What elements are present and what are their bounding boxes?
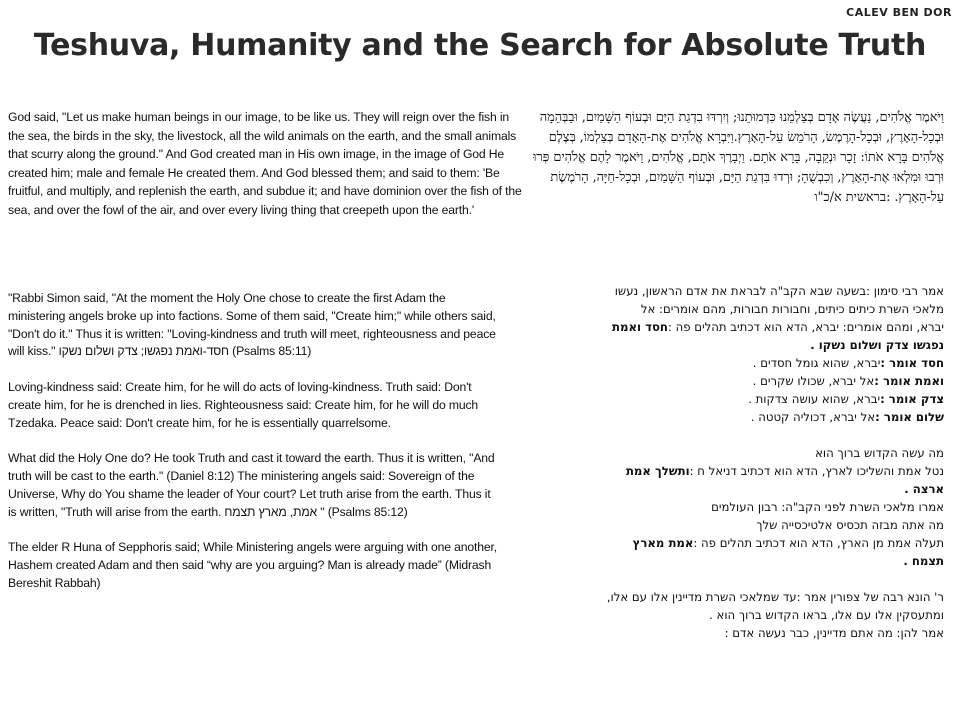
hebrew-midrash-line bbox=[514, 588, 944, 606]
english-midrash-paragraph-2: Loving-kindness said: Create him, for he will do acts of loving-kindness. Truth said: Don't create him, for he is drenched in lies. Righteousness said: Create him, for he will do much Tzedaka. Peace said: Don't create him, for he is essentially quarrelsome. bbox=[8, 379, 479, 430]
hebrew-midrash-line bbox=[514, 462, 944, 480]
english-verse: God said, "Let us make human beings in our image, to be like us. They will reign over the fish in the sea, the birds in the sky, the livestock, all the wild animals on the earth, and the small animals that scurry along the ground." And God created man in His own image, in the image of God He created him; male and female He created them. And God blessed them; and said to them: 'Be fruitful, and multiply, and replenish the earth, and subdue it; and have dominion over the fish of the sea, and over the fowl of the air, and over every living thing that creepeth upon the earth.' bbox=[8, 110, 522, 217]
hebrew-midrash-text: מלאכי השרת כיתים כיתים, וחבורות חבורות, מהם אומרים: אל bbox=[640, 302, 944, 316]
hebrew-midrash-line bbox=[514, 498, 944, 516]
hebrew-midrash-spacer bbox=[514, 570, 944, 588]
hebrew-midrash-line bbox=[514, 534, 944, 552]
hebrew-midrash-line bbox=[514, 336, 944, 354]
hebrew-midrash-text: תעלה אמת מן הארץ, הדא הוא דכתיב תהלים פה : bbox=[693, 536, 944, 550]
hebrew-midrash-bold-text: תצמח . bbox=[903, 554, 944, 568]
hebrew-midrash-text: מה אתה מבזה תכסיס אלטיכסייה שלך bbox=[756, 518, 944, 532]
hebrew-midrash-line bbox=[514, 408, 944, 426]
hebrew-midrash-line bbox=[514, 354, 944, 372]
hebrew-midrash-line bbox=[514, 480, 944, 498]
hebrew-midrash-text: ר' הונא רבה של צפורין אמר :עד שמלאכי השרת מדיינין אלו עם אלו, bbox=[606, 590, 944, 604]
hebrew-midrash-bold-text: נפגשו צדק ושלום נשקו . bbox=[810, 338, 944, 352]
hebrew-midrash-text: אמרו מלאכי השרת לפני הקב"ה: רבון העולמים bbox=[711, 500, 944, 514]
hebrew-midrash-bold-text: ותשלך אמת bbox=[625, 464, 690, 478]
english-midrash-paragraph-3: What did the Holy One do? He took Truth and cast it toward the earth. Thus it is written, "And truth will be cast to the earth." (Daniel 8:12) The ministering angels said: Sovereign of the Universe, Why do You shame the leader of Your court? Let truth arise from the earth. Thus it is written, "Truth will arise from the earth. אמת, מארץ תצמח " (Psalms 85:12) bbox=[8, 451, 495, 519]
hebrew-verse: וַיֹּאמֶר אֱלֹהִים, נַעֲשֶׂה אָדָם בְּצַלְמֵנוּ כִּדְמוּתֵנוּ; וְיִרְדּוּ בִדְגַת הַיָּם וּבְעוֹף הַשָּׁמַיִם, וּבַבְּהֵמָה וּבְכָל-הָאָרֶץ, וּבְכָל-הָרֶמֶשׂ, הָרֹמֵשׂ עַל-הָאָרֶץ.וַיִּבְרָא אֱלֹהִים אֶת-הָאָדָם בְּצַלְמוֹ, בְּצֶלֶם אֱלֹהִים בָּרָא אֹתוֹ: זָכָר וּנְקֵבָה, בָּרָא אֹתָם. וַיְבָרֶךְ אֹתָם, אֱלֹהִים, וַיֹּאמֶר לָהֶם אֱלֹהִים פְּרוּ וּרְבוּ וּמִלְאוּ אֶת-הָאָרֶץ, וְכִבְשֻׁהָ; וּרְדוּ בִּדְגַת הַיָּם, וּבְעוֹף הַשָּׁמַיִם, וּבְכָל-חַיָּה, הָרֹמֶשֶׂת עַל-הָאָרֶץ. :בראשית א/כ"ו bbox=[533, 110, 944, 205]
hebrew-midrash-line bbox=[514, 390, 944, 408]
hebrew-midrash-text: יברא, ומהם אומרים: יברא, הדא הוא דכתיב תהלים פה : bbox=[667, 320, 944, 334]
page-title: Teshuva, Humanity and the Search for Absolute Truth bbox=[33, 28, 927, 63]
hebrew-midrash-text: אמר רבי סימון :בשעה שבא הקב"ה לבראת את אדם הראשון, נעשו bbox=[614, 284, 944, 298]
hebrew-midrash-bold-text: חסד ואמת bbox=[612, 320, 668, 334]
hebrew-midrash-line bbox=[514, 516, 944, 534]
hebrew-midrash-line bbox=[514, 318, 944, 336]
hebrew-midrash-line bbox=[514, 624, 944, 642]
hebrew-midrash-text: מה עשה הקדוש ברוך הוא bbox=[815, 446, 944, 460]
hebrew-midrash-bold-text: אמת מארץ bbox=[632, 536, 694, 550]
author-name: CALEV BEN DOR bbox=[846, 6, 952, 19]
hebrew-midrash-text: אל יברא, דכוליה קטטה . bbox=[750, 410, 876, 424]
hebrew-midrash-text: אל יברא, שכולו שקרים . bbox=[752, 374, 875, 388]
hebrew-midrash-line bbox=[514, 300, 944, 318]
hebrew-midrash-text: יברא, שהוא גומל חסדים . bbox=[752, 356, 881, 370]
hebrew-midrash-spacer bbox=[514, 426, 944, 444]
hebrew-midrash-bold-text: חסד אומר : bbox=[880, 356, 944, 370]
hebrew-midrash-text: אמר להן: מה אתם מדיינין, כבר נעשה אדם : bbox=[724, 626, 944, 640]
hebrew-midrash-bold-text: שלום אומר : bbox=[875, 410, 944, 424]
hebrew-midrash-line bbox=[514, 444, 944, 462]
hebrew-midrash-line bbox=[514, 606, 944, 624]
english-midrash bbox=[8, 290, 502, 593]
hebrew-midrash-bold-text: צדק אומר : bbox=[880, 392, 944, 406]
hebrew-midrash bbox=[514, 282, 944, 642]
hebrew-midrash-line bbox=[514, 282, 944, 300]
hebrew-midrash-bold-text: ארצה . bbox=[904, 482, 944, 496]
hebrew-midrash-line bbox=[514, 372, 944, 390]
hebrew-midrash-text: יברא, שהוא עושה צדקות . bbox=[748, 392, 881, 406]
hebrew-midrash-line bbox=[514, 552, 944, 570]
hebrew-midrash-text: ומתעסקין אלו עם אלו, בראו הקדוש ברוך הוא . bbox=[709, 608, 944, 622]
hebrew-midrash-bold-text: ואמת אומר : bbox=[874, 374, 944, 388]
english-midrash-paragraph-4: The elder R Huna of Sepphoris said; While Ministering angels were arguing with one another, Hashem created Adam and then said “why are you arguing? Man is already made” (Midrash Bereshit Rabbah) bbox=[8, 540, 498, 590]
english-midrash-paragraph-1: "Rabbi Simon said, "At the moment the Holy One chose to create the first Adam the ministering angels broke up into factions. Some of them said, "Create him;" while others said, "Don't do it." Thus it is written: "Loving-kindness and truth will meet, righteousness and peace will kiss." חסד-ואמת נפגשו; צדק ושלום נשקו (Psalms 85:11) bbox=[8, 291, 496, 359]
hebrew-midrash-text: נטל אמת והשליכו לארץ, הדא הוא דכתיב דניאל ח : bbox=[689, 464, 944, 478]
